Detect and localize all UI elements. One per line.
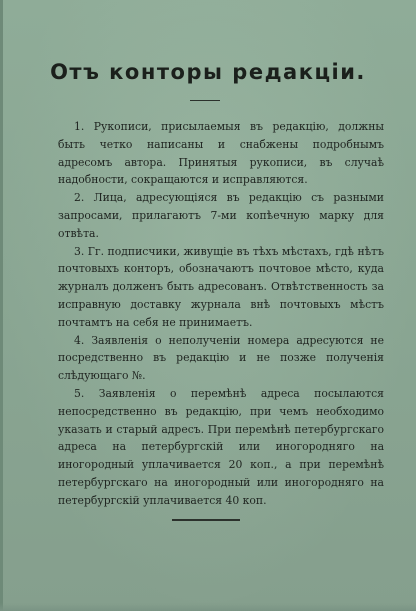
paragraph-5: 5. Заявленія о перемѣнѣ адреса посылаются непосредственно въ редакцію, при чемъ необходимо указать и старый адресъ. При перемѣнѣ петербургскаго адреса на петербургскій или иногородняго на иногородный уплачивается 20 коп., а при перемѣнѣ петербургскаго на иногородный или иногородняго на петербургскій уплачивается 40 коп.	[58, 386, 384, 507]
page-title: Отъ конторы редакціи.	[50, 60, 366, 84]
paragraph-2: 2. Лица, адресующіяся въ редакцію съ разными запросами, прилагаютъ 7-ми копѣечную марку для отвѣта.	[58, 191, 384, 240]
notice-body	[58, 118, 384, 510]
paragraph-1: 1. Рукописи, присылаемыя въ редакцію, должны быть четко написаны и снабжены подробнымъ адресомъ автора. Принятыя рукописи, въ случаѣ надобности, сокращаются и исправляются.	[58, 120, 384, 187]
title-divider	[190, 100, 220, 101]
end-divider	[172, 519, 240, 521]
page-left-edge	[0, 0, 3, 611]
paragraph-3: 3. Гг. подписчики, живущіе въ тѣхъ мѣстахъ, гдѣ нѣтъ почтовыхъ конторъ, обозначаютъ почтовое мѣсто, куда журналъ долженъ быть адресованъ. Отвѣтственность за исправную доставку журнала внѣ почтовыхъ мѣстъ почтамтъ на себя не принимаетъ.	[58, 244, 384, 329]
paragraph-4: 4. Заявленія о неполученіи номера адресуются не посредственно въ редакцію и не позже полученія слѣдующаго №.	[58, 333, 384, 383]
page-bottom-edge	[0, 603, 416, 611]
